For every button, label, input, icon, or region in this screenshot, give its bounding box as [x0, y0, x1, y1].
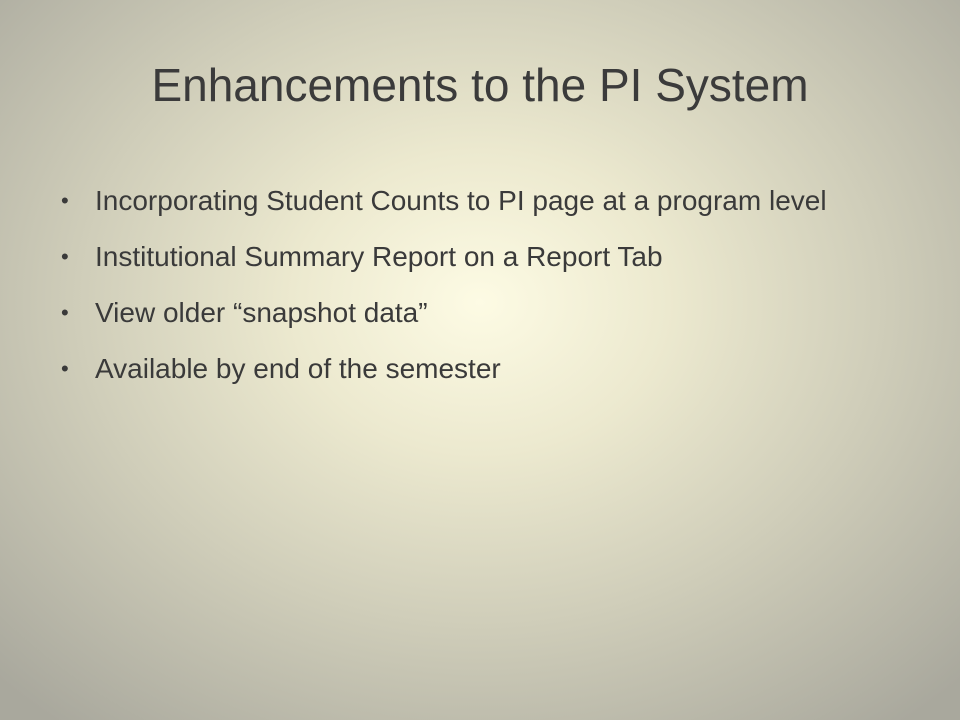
bullet-item [55, 292, 905, 333]
bullet-list [55, 180, 905, 404]
bullet-text: Institutional Summary Report on a Report Tab [95, 241, 663, 272]
bullet-text: View older “snapshot data” [95, 297, 428, 328]
bullet-item [55, 236, 905, 277]
bullet-icon: • [61, 300, 69, 325]
bullet-item [55, 180, 905, 221]
bullet-icon: • [61, 188, 69, 213]
bullet-item [55, 348, 905, 389]
bullet-icon: • [61, 244, 69, 269]
bullet-text: Incorporating Student Counts to PI page at a program level [95, 185, 827, 216]
slide-title: Enhancements to the PI System [151, 59, 809, 111]
bullet-text: Available by end of the semester [95, 353, 501, 384]
bullet-icon: • [61, 356, 69, 381]
